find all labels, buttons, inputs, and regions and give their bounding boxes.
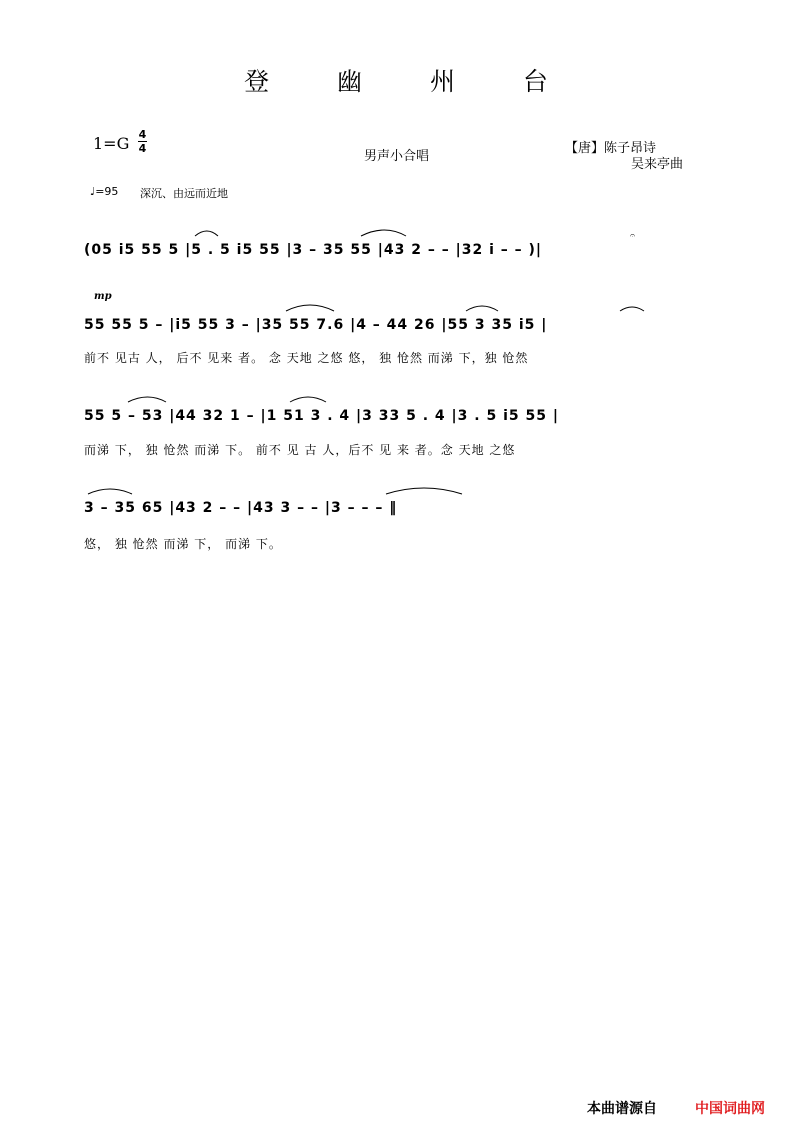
footer-site-link[interactable]: 中国词曲网 [695,1101,765,1117]
slur [466,306,498,311]
slur [88,489,132,494]
page-title: 登 幽 州 台 [244,67,578,96]
fermata-mark: 𝄐 [630,231,636,241]
slur [290,397,326,402]
lyrics-line-4: 悠， 独 怆然 而涕 下， 而涕 下。 [84,537,282,551]
footer-source: 本曲谱源自 [587,1101,657,1117]
slur [620,307,644,311]
expression-marking: 深沉、由远而近地 [140,187,228,200]
lyrics-line-2: 前不 见古 人， 后不 见来 者。 念 天地 之悠 悠， 独 怆然 而涕 下，独 怆然 [84,351,529,365]
slur [386,488,462,494]
notation-line-3: 55 5 – 53 |44 32 1 – |1 51 3 . 4 |3 33 5 . 4 |3 . 5 i5 55 | [84,408,559,424]
slur [128,397,166,402]
tempo-marking: ♩=95 [90,185,119,198]
time-signature-top: 4 [138,128,147,141]
slur [286,305,334,311]
composer-credit: 吴来亭曲 [631,157,684,172]
slur [361,230,406,236]
poet-credit: 【唐】陈子昂诗 [565,141,657,156]
time-signature-bottom: 4 [138,142,147,155]
lyrics-line-3: 而涕 下， 独 怆然 而涕 下。 前不 见 古 人，后不 见 来 者。念 天地 之悠 [84,443,516,457]
slur [195,231,218,236]
key-signature: 1=G [93,134,130,153]
notation-line-4: 3 – 35 65 |43 2 – – |43 3 – – |3 – – – ‖ [84,500,398,516]
dynamic-marking: mp [94,291,112,302]
subtitle: 男声小合唱 [364,149,430,164]
time-signature [138,128,147,155]
notation-line-1: (05 i5 55 5 |5 . 5 i5 55 |3 – 35 55 |43 2 – – |32 i – – )| [84,242,542,258]
notation-line-2: 55 55 5 – |i5 55 3 – |35 55 7.6 |4 – 44 26 |55 3 35 i5 | [84,317,548,333]
